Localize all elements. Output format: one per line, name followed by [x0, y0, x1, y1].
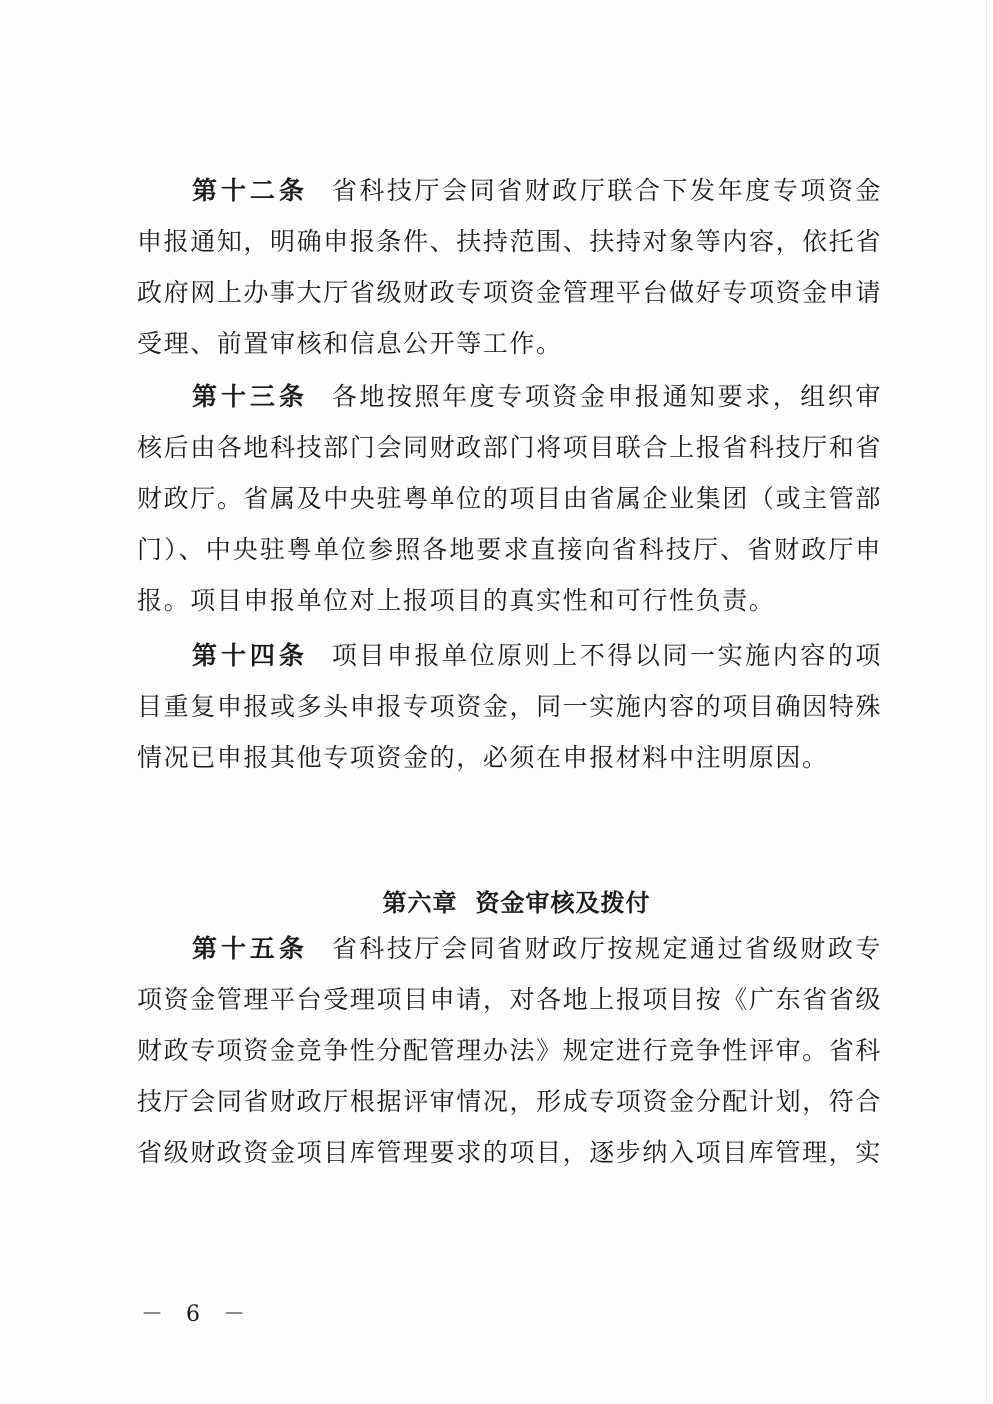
chapter-title: 资金审核及拨付 — [475, 889, 651, 917]
chapter-heading — [137, 883, 882, 923]
article-15-heading: 第十五条 — [192, 934, 308, 963]
article-14-text: 项目申报单位原则上不得以同一实施内容的项目重复申报或多头申报专项资金，同一实施内容的项目确因特殊情况已申报其他专项资金的，必须在申报材料中注明原因。 — [137, 641, 882, 772]
chapter-number: 第六章 — [382, 889, 458, 917]
article-14-heading: 第十四条 — [192, 641, 308, 670]
article-13 — [137, 371, 882, 626]
document-body — [137, 165, 882, 1178]
scan-edge — [986, 0, 987, 1404]
article-12 — [137, 165, 882, 369]
article-12-text: 省科技厅会同省财政厅联合下发年度专项资金申报通知，明确申报条件、扶持范围、扶持对象等内容，依托省政府网上办事大厅省级财政专项资金管理平台做好专项资金申请受理、前置审核和信息公开等工作。 — [137, 176, 882, 358]
article-15 — [137, 923, 882, 1178]
page-number: － 6 － — [141, 1302, 253, 1327]
article-15-text: 省科技厅会同省财政厅按规定通过省级财政专项资金管理平台受理项目申请，对各地上报项目按《广东省省级财政专项资金竞争性分配管理办法》规定进行竞争性评审。省科技厅会同省财政厅根据评审情况，形成专项资金分配计划，符合省级财政资金项目库管理要求的项目，逐步纳入项目库管理，实 — [137, 934, 882, 1167]
article-13-text: 各地按照年度专项资金申报通知要求，组织审核后由各地科技部门会同财政部门将项目联合上报省科技厅和省财政厅。省属及中央驻粤单位的项目由省属企业集团（或主管部门）、中央驻粤单位参照各地要求直接向省科技厅、省财政厅申报。项目申报单位对上报项目的真实性和可行性负责。 — [137, 382, 882, 615]
article-14 — [137, 630, 882, 783]
article-12-heading: 第十二条 — [192, 176, 308, 205]
article-13-heading: 第十三条 — [192, 382, 308, 411]
